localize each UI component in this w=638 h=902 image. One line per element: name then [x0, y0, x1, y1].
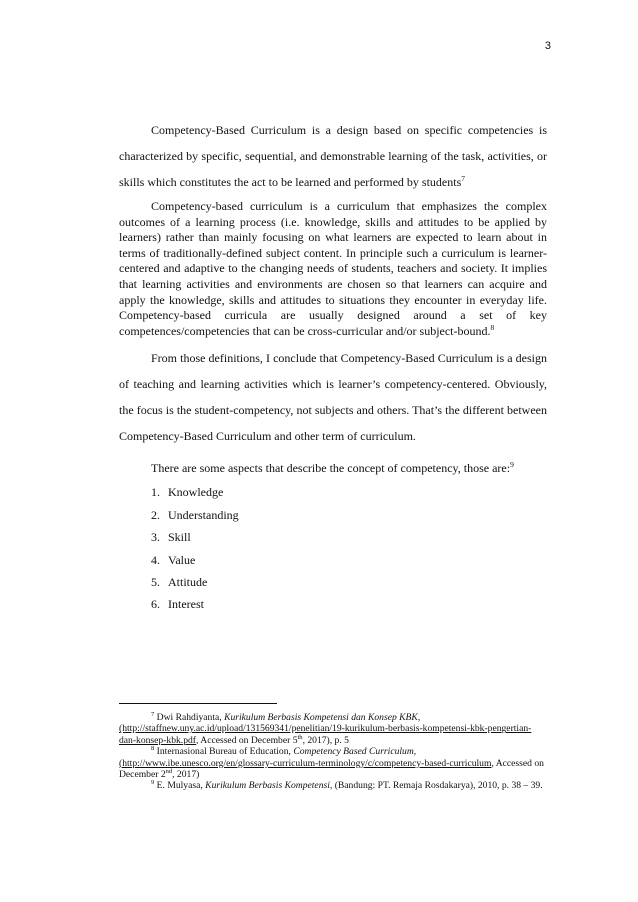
block-quote-text: Competency-based curriculum is a curriculum that emphasizes the complex outcomes of a learning process (i.e. knowledge, skills and attitudes to be applied by learners) rather than mainly focusing on what learners are expected to learn about in terms of traditionally-defined subject content. In principle such a curriculum is learner-centered and adaptive to the changing needs of students, teachers and society. It implies that learning activities and environments are chosen so that learners can acquire and apply the knowledge, skills and attitudes to situations they encounter in everyday life. Competency-based curricula are usually designed around a set of key competences/competencies that can be cross-curricular and/or subject-bound. — [119, 199, 547, 338]
paragraph-aspects-intro-text: There are some aspects that describe the concept of competency, those are: — [151, 461, 511, 476]
list-item-number: 3. — [151, 530, 160, 545]
aspects-list — [119, 481, 547, 615]
footnote-mark: 9 — [151, 779, 155, 787]
list-item-number: 2. — [151, 507, 160, 522]
list-item-label: Value — [168, 552, 196, 567]
list-item-label: Skill — [168, 530, 191, 545]
list-item-label: Knowledge — [168, 485, 224, 500]
footnote-access-suffix: nd — [165, 767, 173, 775]
footnote-9 — [119, 780, 547, 791]
footnote-title: Competency Based Curriculum, — [293, 746, 417, 758]
footnote-tail: , 2017), p. 5 — [302, 734, 349, 746]
footnote-tail: (Bandung: PT. Remaja Rosdakarya), 2010, p. 38 – 39. — [334, 780, 543, 792]
list-item-number: 1. — [151, 485, 160, 500]
footnote-author: Internasional Bureau of Education, — [156, 746, 291, 758]
list-item-label: Attitude — [168, 574, 208, 589]
footnote-title: Kurikulum Berbasis Kompetensi, — [205, 780, 333, 792]
footnote-separator: , — [417, 712, 421, 723]
footnote-7 — [119, 712, 547, 746]
list-item — [151, 549, 547, 571]
footnote-mark: 7 — [151, 710, 155, 718]
footnote-ref-9[interactable]: 9 — [510, 460, 514, 470]
paragraph-definition — [119, 117, 547, 195]
footnote-link[interactable]: (http://staffnew.uny.ac.id/upload/131569341/penelitian/19-kurikulum-berbasis-kompetensi-kbk-pengertian-dan-konsep-kbk.pdf — [119, 723, 532, 746]
footnote-ref-8[interactable]: 8 — [490, 322, 495, 332]
list-item-number: 4. — [151, 552, 160, 567]
list-item-number: 5. — [151, 574, 160, 589]
footnote-access-suffix: th — [297, 733, 303, 741]
page-number: 3 — [544, 40, 551, 52]
list-item — [151, 593, 547, 615]
footnote-8 — [119, 746, 547, 780]
list-item-label: Interest — [168, 597, 204, 612]
list-item — [151, 504, 547, 526]
footnotes — [119, 712, 547, 792]
list-item-label: Understanding — [168, 507, 239, 522]
paragraph-aspects-intro — [119, 455, 547, 481]
footnote-author: E. Mulyasa, — [156, 780, 203, 792]
list-item — [151, 526, 547, 548]
list-item — [151, 571, 547, 593]
footnote-author: Dwi Rahdiyanta, — [156, 712, 222, 723]
footnote-tail: , 2017) — [172, 769, 200, 781]
footnote-ref-7[interactable]: 7 — [461, 174, 465, 183]
list-item — [151, 481, 547, 503]
footnote-access: , Accessed on December 2 — [119, 757, 544, 781]
footnote-title: Kurikulum Berbasis Kompetensi dan Konsep KBK — [224, 712, 418, 723]
footnote-link[interactable]: (http://www.ibe.unesco.org/en/glossary-curriculum-terminology/c/competency-based-curriculum — [119, 757, 492, 769]
paragraph-definition-text: Competency-Based Curriculum is a design based on specific competencies is characterized by specific, sequential, and demonstrable learning of the task, activities, or skills which constitutes the act to be learned and performed by students — [119, 123, 547, 189]
paragraph-conclusion-text: From those definitions, I conclude that Competency-Based Curriculum is a design of teaching and learning activities which is learner’s competency-centered. Obviously, the focus is the student-competency, not subjects and others. That’s the different between Competency-Based Curriculum and other term of curriculum. — [119, 351, 547, 444]
paragraph-conclusion — [119, 345, 547, 449]
body-content — [119, 117, 547, 616]
footnote-mark: 8 — [151, 745, 155, 753]
footnote-divider — [119, 703, 277, 704]
block-quote — [119, 199, 547, 339]
footnote-access: , Accessed on December 5 — [196, 734, 298, 746]
list-item-number: 6. — [151, 597, 160, 612]
